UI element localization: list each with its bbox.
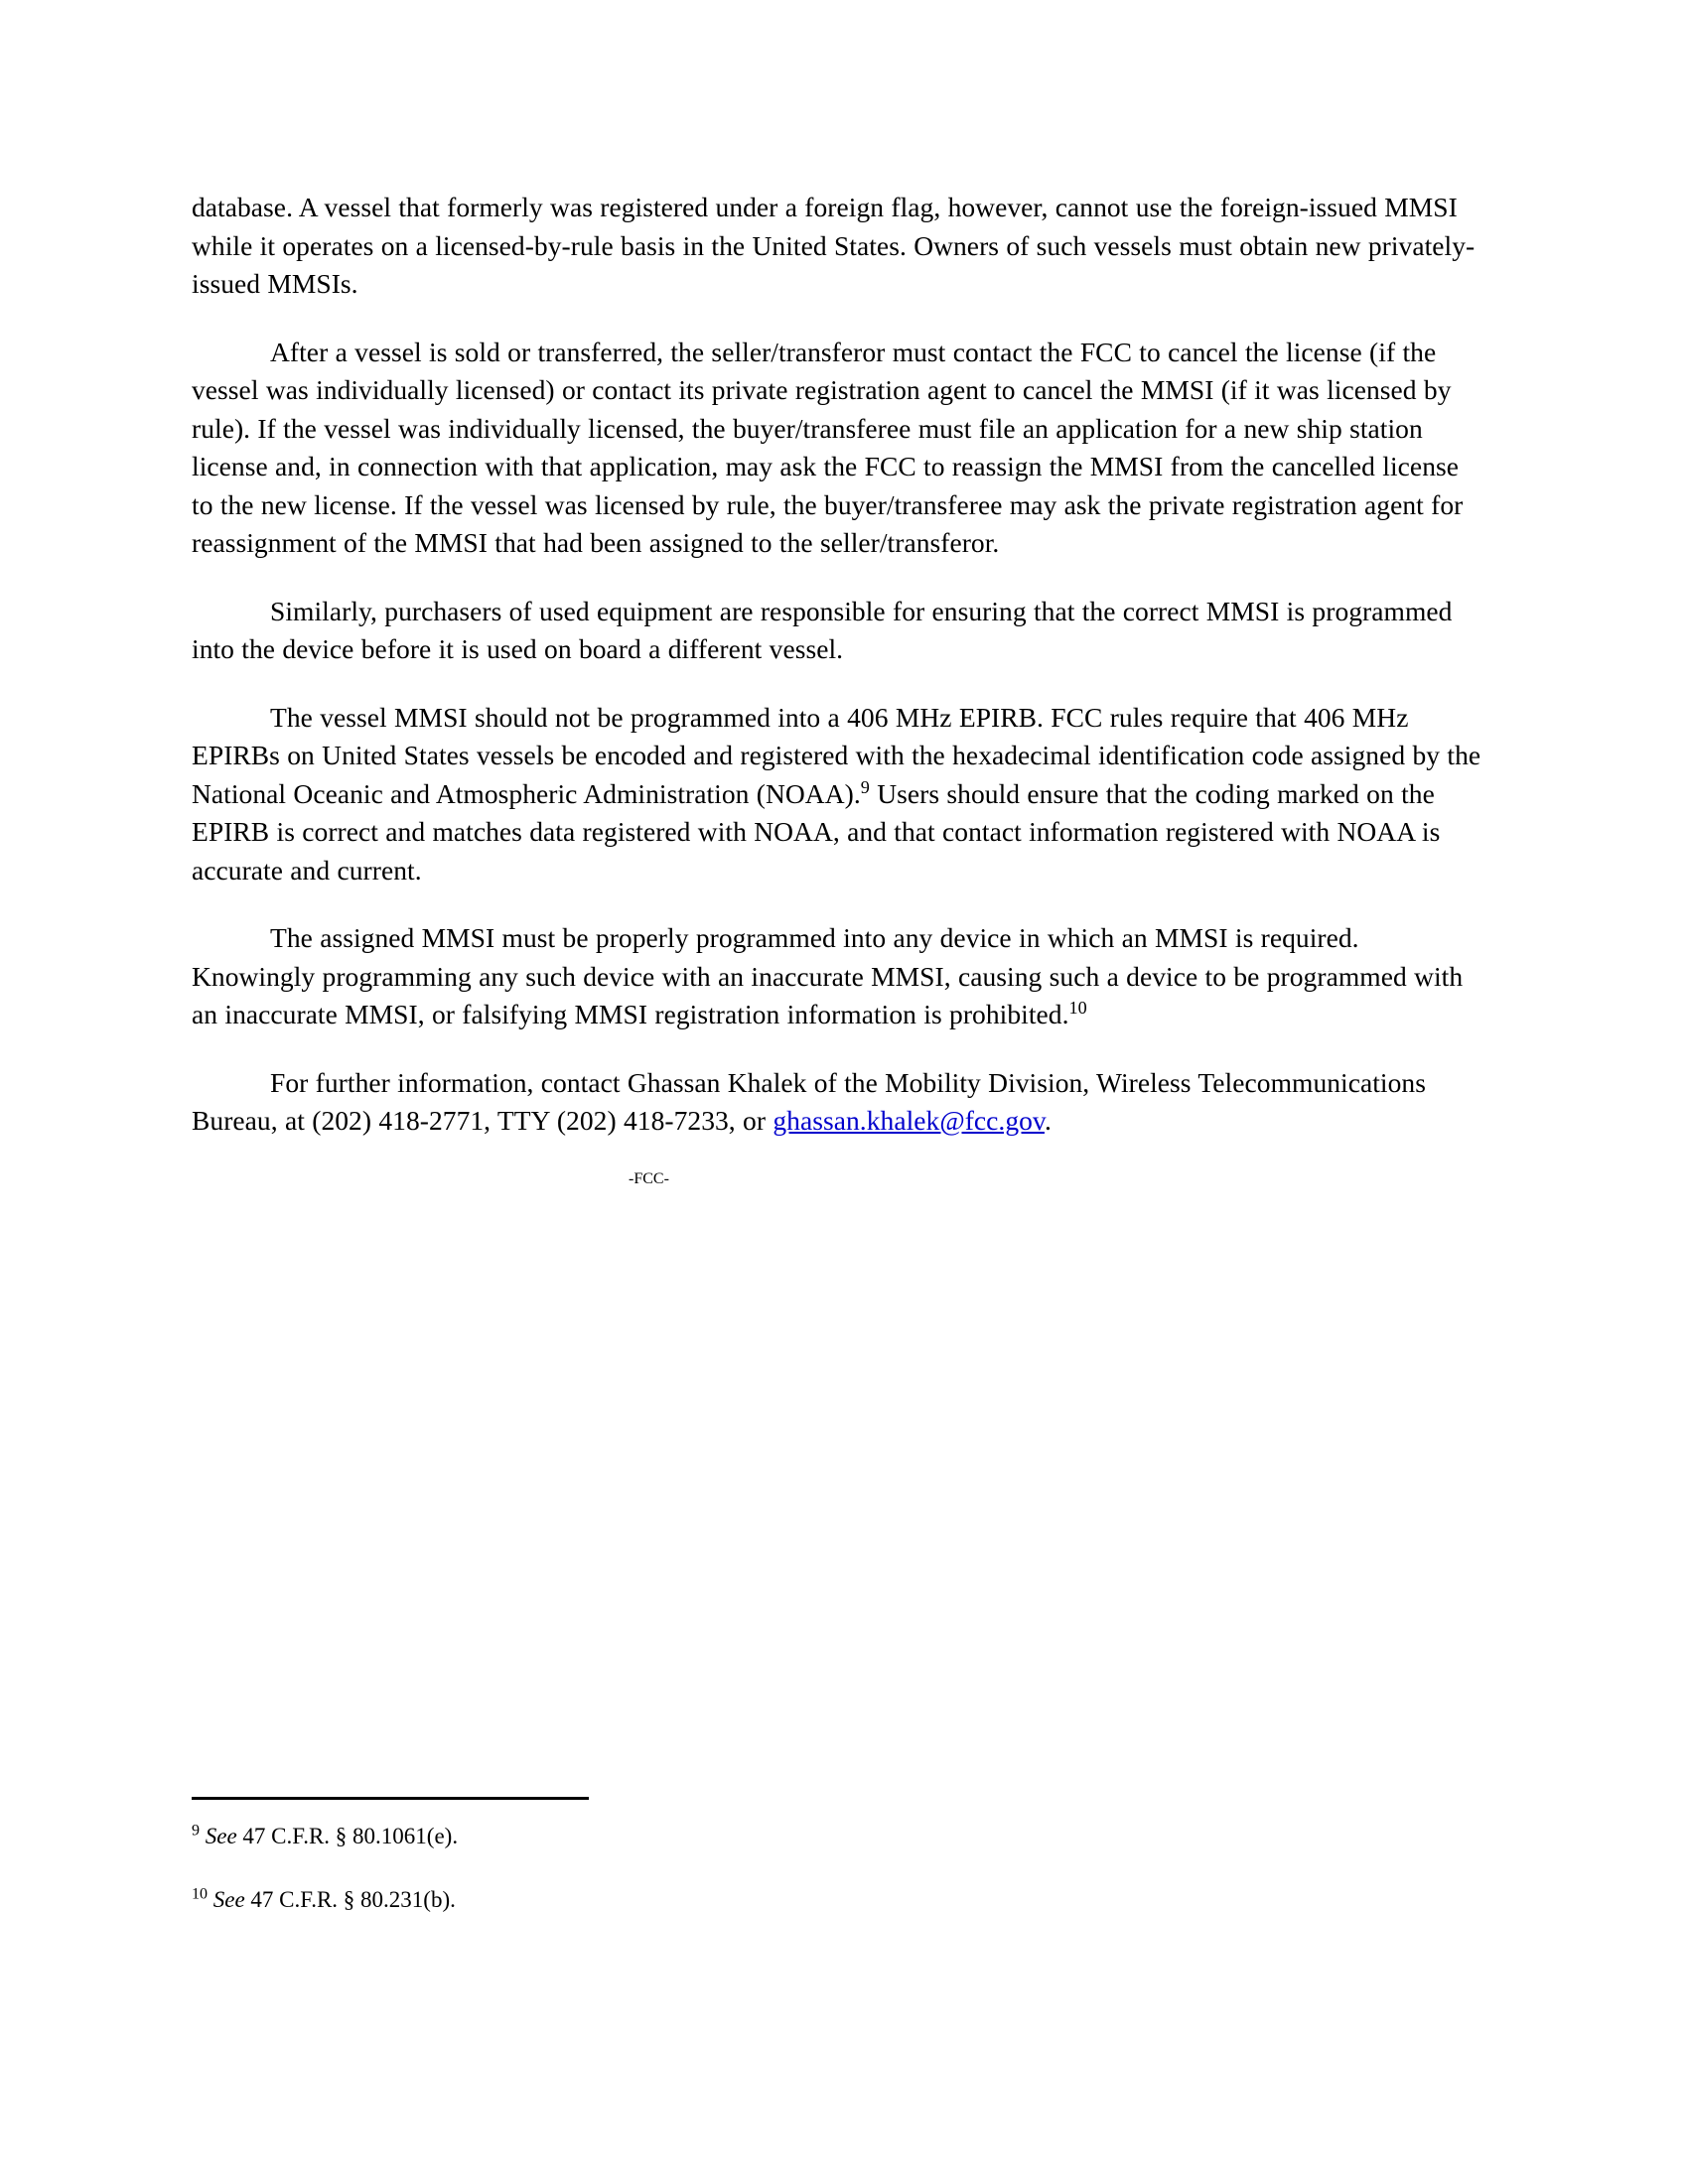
footnote-9-citation: 47 C.F.R. § 80.1061(e). — [236, 1824, 459, 1848]
paragraph-used-equipment: Similarly, purchasers of used equipment are responsible for ensuring that the correct MMSI is programmed into the device before it is used on board a different vessel. — [192, 595, 1453, 664]
footnote-10 — [192, 1885, 1482, 1915]
footnote-9-see: See — [205, 1824, 237, 1848]
footnote-10-see: See — [212, 1887, 245, 1912]
footnote-9-number: 9 — [192, 1822, 200, 1840]
paragraph-epirb-text-after: Users should ensure that the coding marked on the EPIRB is correct and matches data registered with NOAA, and that contact information registered with NOAA is accurate and current. — [192, 777, 1441, 886]
closing-line: -FCC- — [629, 1169, 669, 1187]
footnote-marker-10[interactable]: 10 — [1068, 997, 1087, 1018]
email-link[interactable]: ghassan.khalek@fcc.gov — [773, 1105, 1045, 1136]
footnote-10-citation: 47 C.F.R. § 80.231(b). — [244, 1887, 456, 1912]
paragraph-epirb-text-before: The vessel MMSI should not be programmed into a 406 MHz EPIRB. FCC rules require that 406 MHz EPIRBs on United States vessels be encoded and registered with the hexadecimal identification code assigned by the National Oceanic and Atmospheric Administration (NOAA). — [192, 701, 1481, 809]
footnote-10-number: 10 — [192, 1885, 208, 1903]
paragraph-assigned-mmsi-text-before: The assigned MMSI must be properly programmed into any device in which an MMSI is required. Knowingly programming any such device with an inaccurate MMSI, causing such a device to be programmed with an inaccurate MMSI, or falsifying MMSI registration information is prohibited. — [192, 922, 1464, 1029]
document-body — [192, 189, 1482, 1188]
paragraph-contact-info — [192, 1064, 1482, 1141]
paragraph-epirb — [192, 699, 1482, 890]
footnote-9 — [192, 1822, 1482, 1851]
footnote-marker-9[interactable]: 9 — [860, 776, 870, 797]
contact-text-after-link: . — [1044, 1105, 1052, 1136]
paragraph-vessel-sold-transferred: After a vessel is sold or transferred, the seller/transferor must contact the FCC to cancel the license (if the vessel was individually licensed) or contact its private registration agent to cancel the MMSI (if it was licensed by rule). If the vessel was individually licensed, the buyer/transferee must file an application for a new ship station license and, in connection with that application, may ask the FCC to reassign the MMSI from the cancelled license to the new license. If the vessel was licensed by rule, the buyer/transferee may ask the private registration agent for reassignment of the MMSI that had been assigned to the seller/transferor. — [192, 336, 1464, 558]
contact-text-before-link: For further information, contact Ghassan Khalek of the Mobility Division, Wireless Telecommunications Bureau, at (202) 418-2771, TTY (202) 418-7233, or — [192, 1066, 1426, 1136]
footnotes-section — [192, 1797, 1482, 1949]
paragraph-continuation-database: database. A vessel that formerly was registered under a foreign flag, however, cannot use the foreign-issued MMSI while it operates on a licensed-by-rule basis in the United States. Owners of such vessels must obtain new privately-issued MMSIs. — [192, 192, 1476, 299]
paragraph-assigned-mmsi — [192, 919, 1482, 1034]
closing-line-wrapper — [192, 1170, 1482, 1188]
footnote-separator-rule — [192, 1797, 589, 1800]
